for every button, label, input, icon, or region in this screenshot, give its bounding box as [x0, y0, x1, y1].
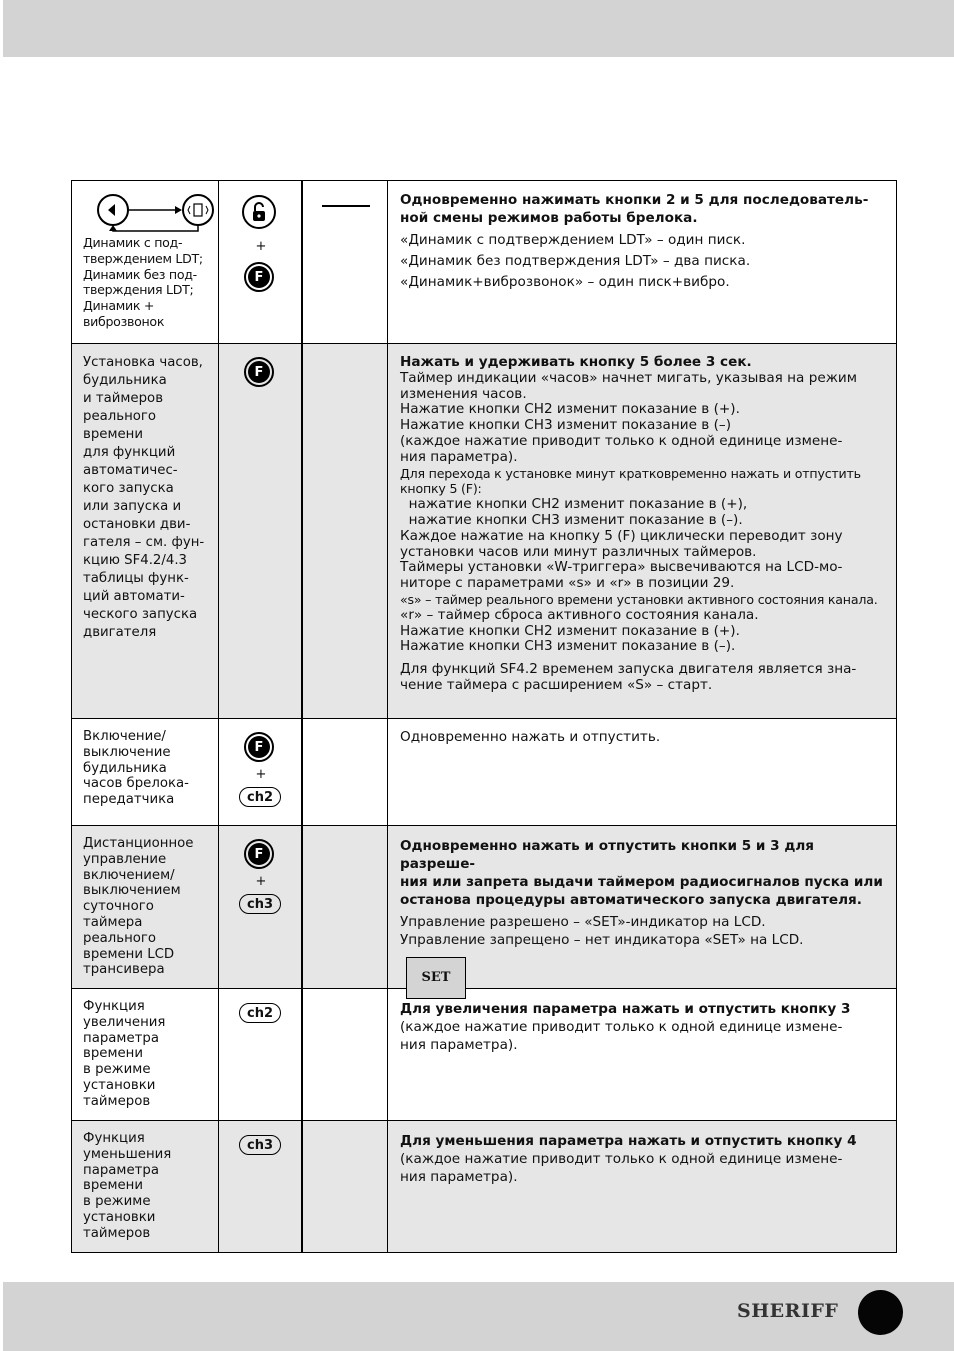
description-bold: Одновременно нажимать кнопки 2 и 5 для последователь- ной смены режимов работы брелока.	[400, 192, 869, 226]
function-name-cell	[72, 1121, 219, 1252]
ch3-button-icon: ch3	[239, 1135, 281, 1155]
f-button-icon: F	[244, 357, 274, 387]
function-name-cell	[72, 181, 219, 343]
description-footer: Для функций SF4.2 временем запуска двигателя является зна- чение таймера с расширением «S» – старт.	[400, 661, 857, 693]
function-name-cell	[72, 989, 219, 1120]
description-line: нажатие кнопки CH2 изменит показание в (+),	[400, 496, 748, 513]
description-line: Таймер индикации «часов» начнет мигать, указывая на режим изменения часов.	[400, 369, 858, 402]
empty-cell	[303, 1121, 388, 1252]
table-row	[72, 989, 896, 1121]
description-bold: Одновременно нажать и отпустить кнопки 5 и 3 для разреше- ния или запрета выдачи таймером радиосигналов пуска или останова процедуры автоматического запуска двигателя.	[400, 838, 883, 908]
description-line: Управление запрещено – нет индикатора «SET» на LCD.	[400, 932, 804, 948]
table-row	[72, 719, 896, 826]
description-bold: Для уменьшения параметра нажать и отпустить кнопку 4	[400, 1133, 857, 1149]
description-cell	[388, 826, 896, 988]
description-line: Нажатие кнопки CH3 изменит показание в (–)	[400, 417, 732, 434]
function-label: Динамик с под- тверждением LDT; Динамик без под- тверждения LDT; Динамик + виброзвонок	[83, 235, 203, 329]
function-label: Установка часов, будильника и таймеров реального времени для функций автоматичес- кого запуска или запуска и остановки дви- гателя – см. фун- кцию SF4.2/4.3 таблицы функ- ций автомати- ческого запуска двигателя	[83, 355, 205, 640]
f-button-icon: F	[244, 732, 274, 762]
function-name-cell	[72, 719, 219, 825]
page-number-badge	[858, 1290, 903, 1335]
description-line: (каждое нажатие приводит только к одной единице измене- ния параметра).	[400, 1019, 843, 1053]
description-line: (каждое нажатие приводит только к одной единице измене- ния параметра).	[400, 1151, 843, 1185]
description-line: «Динамик+виброзвонок» – один писк+вибро.	[400, 273, 730, 290]
description-line: (каждое нажатие приводит только к одной единице измене- ния параметра).	[400, 432, 843, 465]
plus-sign: +	[255, 239, 267, 254]
speaker-mode-icon	[96, 189, 216, 235]
description-line: Нажатие кнопки CH2 изменит показание в (+).	[400, 622, 740, 639]
description-cell	[388, 719, 896, 825]
brand-logo: SHERIFF	[737, 1300, 839, 1322]
description-cell	[388, 181, 896, 343]
description-cell	[388, 1121, 896, 1252]
dash-mark	[322, 205, 370, 207]
function-label: Включение/ выключение будильника часов брелока- передатчика	[83, 729, 189, 808]
ch3-button-icon: ch3	[239, 894, 281, 914]
plus-sign: +	[255, 874, 267, 889]
function-name-cell	[72, 344, 219, 718]
description-line: «Динамик без подтверждения LDT» – два писка.	[400, 252, 751, 269]
button-combo-cell	[219, 719, 303, 825]
table-row	[72, 181, 896, 344]
description-line: Таймеры установки «W-триггера» высвечиваются на LCD-мо- ниторе с параметрами «s» и «r» в позиции 29.	[400, 559, 843, 592]
empty-cell	[303, 989, 388, 1120]
set-indicator: SET	[406, 957, 466, 999]
button-combo-cell	[219, 989, 303, 1120]
button-combo-cell	[219, 344, 303, 718]
description-cell	[388, 344, 896, 718]
empty-cell	[303, 181, 388, 343]
function-name-cell	[72, 826, 219, 988]
table-row	[72, 1121, 896, 1253]
lock-button-icon	[242, 195, 276, 229]
f-button-icon: F	[244, 262, 274, 292]
empty-cell	[303, 826, 388, 988]
function-label: Дистанционное управление включением/ выключением суточного таймера реального времени LCD трансивера	[83, 836, 194, 978]
description-cell	[388, 989, 896, 1120]
table-row	[72, 826, 896, 989]
description-line: Нажатие кнопки CH2 изменит показание в (+).	[400, 401, 740, 418]
plus-sign: +	[255, 767, 267, 782]
description-line: «Динамик с подтверждением LDT» – один писк.	[400, 232, 746, 248]
description-line: нажатие кнопки CH3 изменит показание в (–).	[400, 511, 743, 528]
description-line: Нажатие кнопки CH3 изменит показание в (–).	[400, 638, 736, 655]
description-line: «s» – таймер реального времени установки активного состояния канала.	[400, 591, 878, 607]
button-combo-cell	[219, 826, 303, 988]
description-bold: Для увеличения параметра нажать и отпустить кнопку 3	[400, 1001, 851, 1017]
description-line: Для перехода к установке минут кратковременно нажать и отпустить кнопку 5 (F):	[400, 465, 861, 497]
description-line: «r» – таймер сброса активного состояния канала.	[400, 606, 759, 623]
button-combo-cell	[219, 1121, 303, 1252]
ch2-button-icon: ch2	[239, 787, 281, 807]
function-table	[71, 180, 897, 1253]
empty-cell	[303, 719, 388, 825]
button-combo-cell	[219, 181, 303, 343]
header-band	[3, 0, 954, 57]
description-line: Управление разрешено – «SET»-индикатор на LCD.	[400, 914, 766, 930]
empty-cell	[303, 344, 388, 718]
description-line: Каждое нажатие на кнопку 5 (F) циклически переводит зону установки часов или минут различных таймеров.	[400, 527, 843, 560]
ch2-button-icon: ch2	[239, 1003, 281, 1023]
function-label: Функция увеличения параметра времени в режиме установки таймеров	[83, 999, 166, 1109]
table-row	[72, 344, 896, 719]
function-label: Функция уменьшения параметра времени в режиме установки таймеров	[83, 1131, 172, 1241]
description-line: Одновременно нажать и отпустить.	[400, 729, 661, 745]
f-button-icon: F	[244, 839, 274, 869]
description-bold: Нажать и удерживать кнопку 5 более 3 сек.	[400, 354, 752, 370]
